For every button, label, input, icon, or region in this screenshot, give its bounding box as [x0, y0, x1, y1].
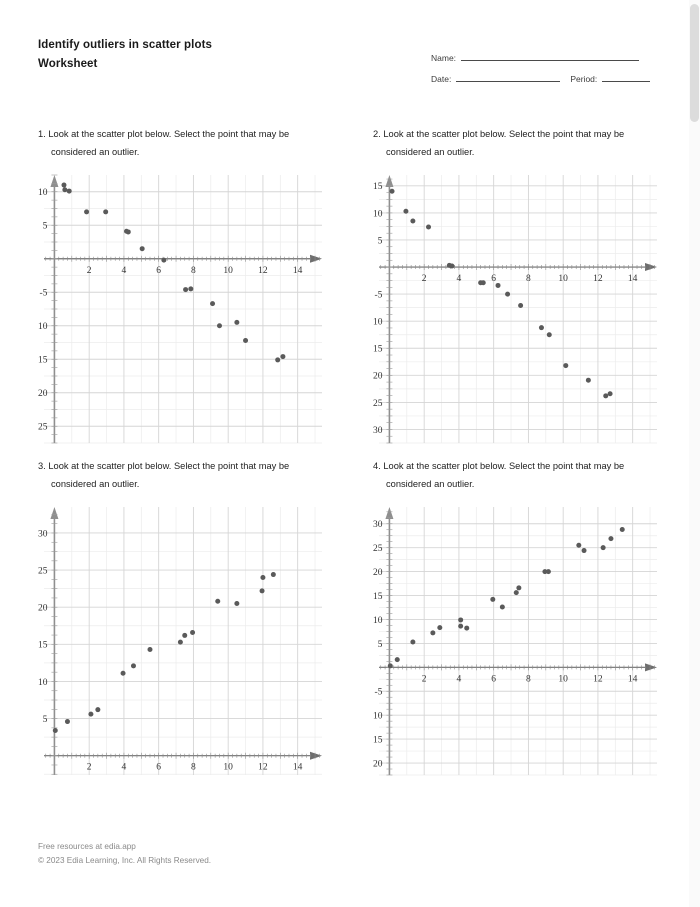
data-point[interactable] [183, 287, 188, 292]
question-3-text [38, 458, 326, 493]
name-row [431, 44, 659, 65]
svg-text:4: 4 [121, 762, 127, 773]
svg-text:12: 12 [258, 762, 268, 773]
svg-text:14: 14 [627, 274, 638, 285]
data-point[interactable] [95, 707, 100, 712]
question-4-prompt: Look at the scatter plot below. Select the point that may be considered an outlier. [383, 461, 625, 489]
footer-resources: Free resources at edia.app [38, 842, 136, 851]
data-point[interactable] [275, 357, 280, 362]
data-point[interactable] [131, 663, 136, 668]
data-point[interactable] [390, 189, 395, 194]
data-point[interactable] [182, 633, 187, 638]
question-1-number: 1. [38, 129, 46, 139]
svg-text:-5: -5 [374, 290, 383, 301]
data-point[interactable] [53, 728, 58, 733]
svg-text:6: 6 [491, 674, 497, 685]
svg-text:-5: -5 [39, 288, 48, 299]
scatter-4 [373, 501, 661, 781]
svg-text:20: 20 [373, 568, 383, 579]
svg-text:15: 15 [373, 735, 383, 746]
data-point[interactable] [260, 575, 265, 580]
data-point[interactable] [437, 625, 442, 630]
svg-text:-5: -5 [374, 687, 383, 698]
svg-text:12: 12 [258, 265, 268, 276]
data-points[interactable] [53, 572, 276, 733]
grid-minor [379, 507, 657, 775]
data-point[interactable] [210, 301, 215, 306]
student-info-fields [431, 44, 659, 86]
data-point[interactable] [430, 630, 435, 635]
data-point[interactable] [410, 639, 415, 644]
data-point[interactable] [190, 630, 195, 635]
worksheet-header [38, 36, 658, 92]
scatter-2 [373, 169, 661, 449]
data-point[interactable] [481, 280, 486, 285]
data-point[interactable] [496, 283, 501, 288]
question-1-prompt: Look at the scatter plot below. Select the point that may be considered an outlier. [48, 129, 290, 157]
data-points[interactable] [390, 189, 613, 399]
svg-text:10: 10 [558, 674, 568, 685]
data-point[interactable] [280, 354, 285, 359]
name-input[interactable] [461, 60, 639, 61]
svg-text:8: 8 [526, 274, 531, 285]
data-point[interactable] [147, 647, 152, 652]
svg-text:20: 20 [373, 759, 383, 770]
period-label: Period: [570, 74, 598, 84]
question-2 [373, 126, 673, 449]
svg-text:2: 2 [86, 265, 92, 276]
data-point[interactable] [126, 229, 131, 234]
question-3-number: 3. [38, 461, 46, 471]
scatter-plot-4[interactable] [373, 501, 661, 781]
svg-text:15: 15 [373, 591, 383, 602]
data-point[interactable] [518, 303, 523, 308]
data-point[interactable] [234, 320, 239, 325]
data-point[interactable] [586, 378, 591, 383]
svg-text:25: 25 [373, 398, 383, 409]
svg-text:10: 10 [373, 711, 383, 722]
data-point[interactable] [410, 219, 415, 224]
data-point[interactable] [576, 543, 581, 548]
svg-text:10: 10 [38, 677, 48, 688]
data-point[interactable] [582, 548, 587, 553]
svg-text:15: 15 [38, 355, 48, 366]
data-point[interactable] [61, 183, 66, 188]
svg-text:4: 4 [456, 274, 462, 285]
data-point[interactable] [601, 545, 606, 550]
grid-minor [44, 507, 322, 775]
svg-text:30: 30 [373, 520, 383, 531]
page-footer [38, 840, 438, 867]
data-point[interactable] [608, 391, 613, 396]
svg-text:15: 15 [373, 182, 383, 193]
svg-text:30: 30 [38, 529, 48, 540]
date-label: Date: [431, 74, 452, 84]
period-input[interactable] [602, 81, 650, 82]
question-1-text [38, 126, 326, 161]
svg-text:2: 2 [421, 274, 427, 285]
svg-text:8: 8 [526, 674, 531, 685]
data-point[interactable] [546, 569, 551, 574]
svg-text:8: 8 [191, 762, 196, 773]
data-point[interactable] [215, 599, 220, 604]
data-point[interactable] [458, 624, 463, 629]
data-point[interactable] [234, 601, 239, 606]
page-subtitle: Worksheet [38, 58, 98, 70]
svg-text:4: 4 [121, 265, 127, 276]
data-point[interactable] [464, 626, 469, 631]
data-point[interactable] [603, 393, 608, 398]
svg-text:5: 5 [42, 714, 48, 725]
data-point[interactable] [88, 712, 93, 717]
svg-text:25: 25 [38, 566, 48, 577]
data-point[interactable] [103, 209, 108, 214]
data-point[interactable] [516, 585, 521, 590]
svg-text:10: 10 [38, 322, 48, 333]
data-point[interactable] [608, 536, 613, 541]
data-point[interactable] [620, 527, 625, 532]
data-point[interactable] [161, 258, 166, 263]
svg-text:25: 25 [373, 544, 383, 555]
data-point[interactable] [395, 657, 400, 662]
data-points[interactable] [388, 527, 625, 668]
scatter-plot-2[interactable] [373, 169, 661, 449]
svg-text:6: 6 [156, 762, 162, 773]
data-point[interactable] [500, 605, 505, 610]
data-point[interactable] [188, 286, 193, 291]
scrollbar-thumb[interactable] [690, 4, 699, 122]
data-point[interactable] [490, 597, 495, 602]
data-points[interactable] [61, 183, 285, 363]
question-2-prompt: Look at the scatter plot below. Select the point that may be considered an outlier. [383, 129, 625, 157]
svg-text:4: 4 [456, 674, 462, 685]
data-point[interactable] [547, 332, 552, 337]
svg-text:2: 2 [86, 762, 92, 773]
question-4-number: 4. [373, 461, 381, 471]
data-point[interactable] [62, 187, 67, 192]
svg-text:15: 15 [373, 344, 383, 355]
date-input[interactable] [456, 81, 560, 82]
page-scrollbar[interactable] [689, 0, 700, 907]
data-point[interactable] [388, 663, 393, 668]
svg-text:20: 20 [373, 371, 383, 382]
data-point[interactable] [140, 246, 145, 251]
data-point[interactable] [514, 590, 519, 595]
svg-text:14: 14 [627, 674, 638, 685]
svg-text:8: 8 [191, 265, 196, 276]
data-point[interactable] [178, 640, 183, 645]
svg-text:6: 6 [491, 274, 497, 285]
svg-text:15: 15 [38, 640, 48, 651]
svg-text:2: 2 [421, 674, 427, 685]
date-period-row [431, 65, 659, 86]
svg-text:12: 12 [593, 274, 603, 285]
svg-text:6: 6 [156, 265, 162, 276]
svg-text:10: 10 [38, 188, 48, 199]
data-point[interactable] [539, 325, 544, 330]
data-point[interactable] [217, 323, 222, 328]
svg-text:10: 10 [223, 265, 233, 276]
svg-text:10: 10 [558, 274, 568, 285]
scatter-plot-3[interactable] [38, 501, 326, 781]
svg-text:20: 20 [38, 603, 48, 614]
data-point[interactable] [243, 338, 248, 343]
svg-text:14: 14 [292, 762, 303, 773]
svg-text:10: 10 [223, 762, 233, 773]
data-point[interactable] [65, 719, 70, 724]
question-4-text [373, 458, 661, 493]
data-point[interactable] [67, 189, 72, 194]
question-3 [38, 458, 338, 781]
svg-text:30: 30 [373, 425, 383, 436]
question-2-number: 2. [373, 129, 381, 139]
question-3-prompt: Look at the scatter plot below. Select the point that may be considered an outlier. [48, 461, 290, 489]
svg-text:25: 25 [38, 422, 48, 433]
svg-text:14: 14 [292, 265, 303, 276]
svg-text:10: 10 [373, 317, 383, 328]
scatter-1 [38, 169, 326, 449]
grid-minor [44, 175, 322, 443]
question-1 [38, 126, 338, 449]
footer-copyright: © 2023 Edia Learning, Inc. All Rights Reserved. [38, 855, 212, 865]
data-point[interactable] [458, 617, 463, 622]
data-point[interactable] [84, 209, 89, 214]
data-point[interactable] [271, 572, 276, 577]
data-point[interactable] [505, 292, 510, 297]
title-block [38, 36, 212, 74]
scatter-3 [38, 501, 326, 781]
svg-text:5: 5 [377, 236, 383, 247]
name-label: Name: [431, 53, 457, 63]
page-title: Identify outliers in scatter plots [38, 39, 213, 51]
svg-text:10: 10 [373, 209, 383, 220]
question-2-text [373, 126, 661, 161]
data-point[interactable] [403, 209, 408, 214]
data-point[interactable] [121, 671, 126, 676]
svg-text:20: 20 [38, 389, 48, 400]
svg-text:5: 5 [377, 639, 383, 650]
svg-text:12: 12 [593, 674, 603, 685]
data-point[interactable] [426, 224, 431, 229]
question-4 [373, 458, 673, 781]
data-point[interactable] [260, 588, 265, 593]
scatter-plot-1[interactable] [38, 169, 326, 449]
svg-text:5: 5 [42, 221, 48, 232]
data-point[interactable] [563, 363, 568, 368]
data-point[interactable] [449, 263, 454, 268]
svg-text:10: 10 [373, 615, 383, 626]
